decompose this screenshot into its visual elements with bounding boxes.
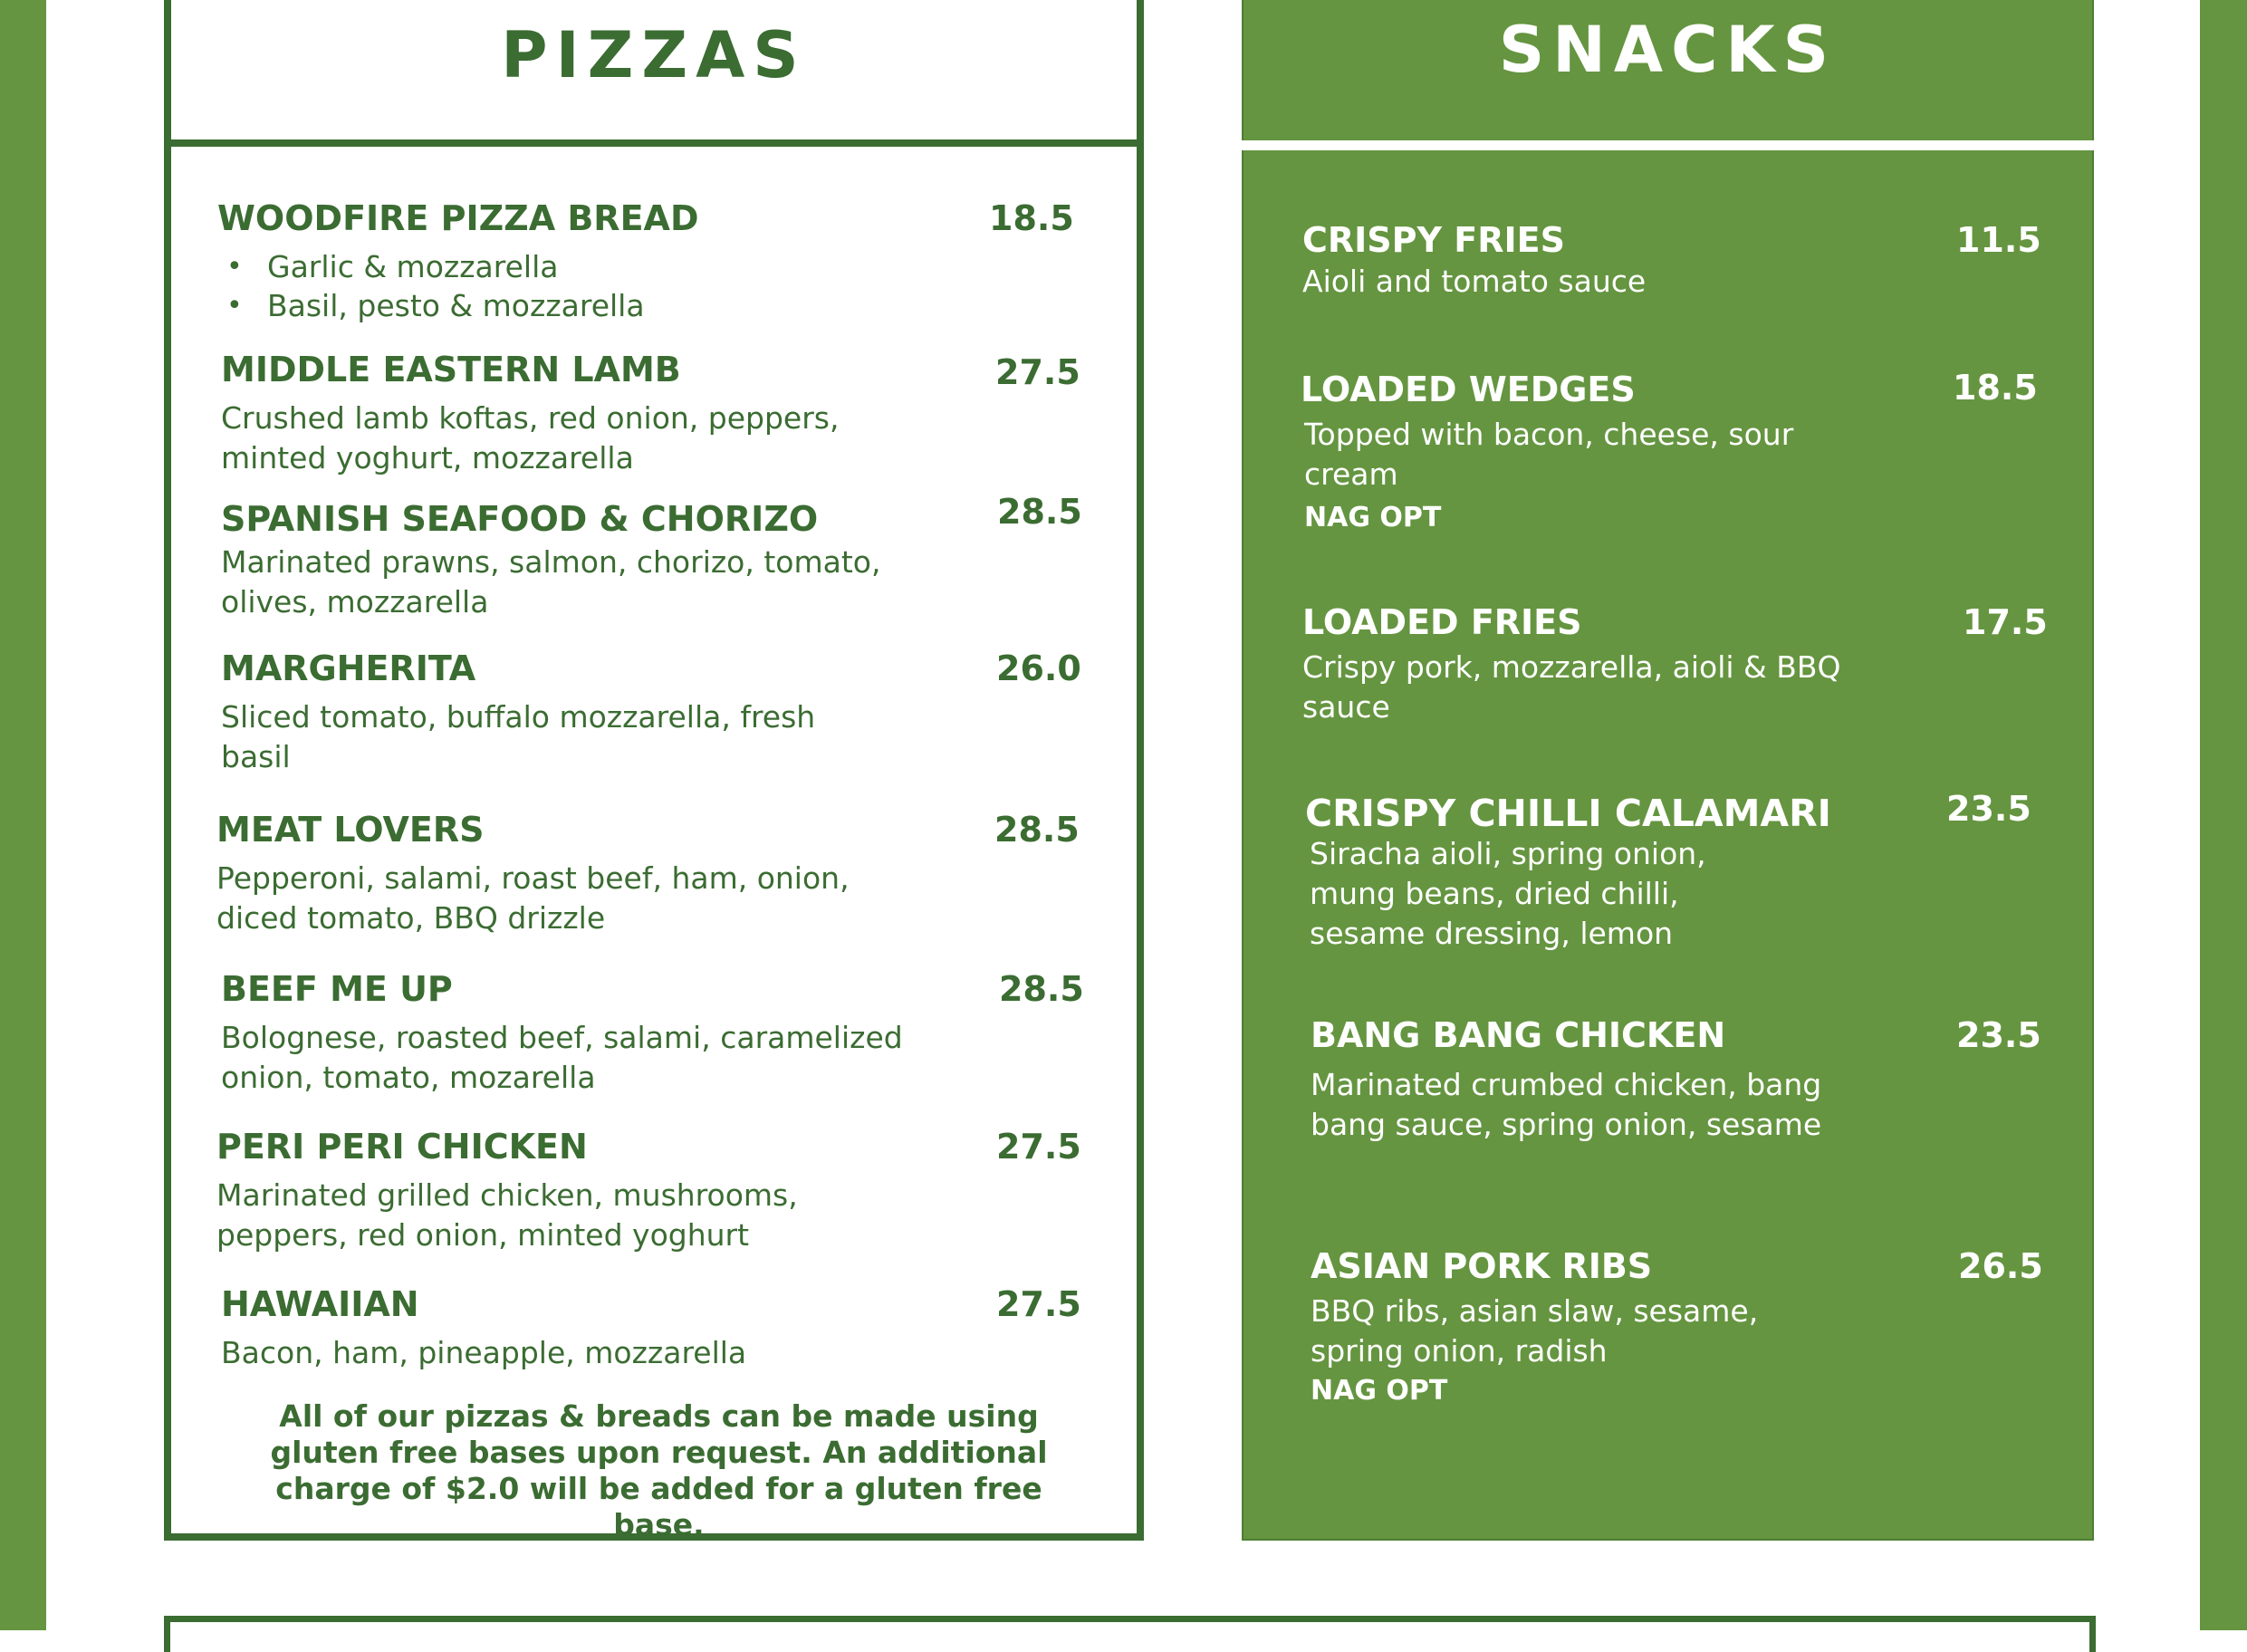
item-price: 18.5 xyxy=(989,198,1074,238)
item-price: 18.5 xyxy=(1953,368,2038,408)
item-price: 27.5 xyxy=(996,1284,1081,1324)
item-price: 23.5 xyxy=(1946,789,2031,829)
item-name: LOADED WEDGES xyxy=(1301,370,1636,409)
item-name: CRISPY CHILLI CALAMARI xyxy=(1305,792,1831,835)
item-name: BANG BANG CHICKEN xyxy=(1311,1015,1726,1055)
item-name: ASIAN PORK RIBS xyxy=(1311,1246,1653,1286)
item-price: 26.0 xyxy=(996,648,1081,688)
item-description: Pepperoni, salami, roast beef, ham, onion, diced tomato, BBQ drizzle xyxy=(216,860,850,936)
pizzas-title: PIZZAS xyxy=(501,18,807,92)
item-description: Aioli and tomato sauce xyxy=(1302,264,1647,299)
nag-option-tag: NAG OPT xyxy=(1311,1375,1448,1407)
item-price: 26.5 xyxy=(1958,1246,2043,1286)
list-item: • Basil, pesto & mozzarella xyxy=(217,286,645,325)
item-name: BEEF ME UP xyxy=(221,969,453,1009)
gluten-free-note: All of our pizzas & breads can be made using gluten free bases upon request. An additional charge of $2.0 will be added for a gluten free base. xyxy=(270,1398,1048,1542)
nag-option-tag: NAG OPT xyxy=(1304,502,1442,533)
option-list xyxy=(217,247,645,325)
item-description: Bolognese, roasted beef, salami, caramelized onion, tomato, mozarella xyxy=(221,1020,903,1095)
item-description: Bacon, ham, pineapple, mozzarella xyxy=(221,1335,747,1370)
item-description: Marinated grilled chicken, mushrooms, peppers, red onion, minted yoghurt xyxy=(216,1177,798,1253)
pizzas-header xyxy=(171,0,1137,147)
item-price: 17.5 xyxy=(1963,602,2048,642)
left-border-stripe xyxy=(0,0,46,1630)
item-name: SPANISH SEAFOOD & CHORIZO xyxy=(221,499,819,539)
item-price: 27.5 xyxy=(995,352,1080,392)
item-price: 27.5 xyxy=(996,1127,1081,1167)
item-name: WOODFIRE PIZZA BREAD xyxy=(217,198,699,238)
next-section-frame xyxy=(164,1616,2096,1652)
item-description: Sliced tomato, buffalo mozzarella, fresh basil xyxy=(221,699,816,774)
item-name: PERI PERI CHICKEN xyxy=(216,1127,588,1167)
item-price: 11.5 xyxy=(1956,220,2041,260)
item-description: Marinated prawns, salmon, chorizo, tomato, olives, mozzarella xyxy=(221,544,881,620)
item-name: MEAT LOVERS xyxy=(216,810,485,850)
item-name: MIDDLE EASTERN LAMB xyxy=(221,350,681,389)
item-name: LOADED FRIES xyxy=(1302,602,1582,642)
list-item: • Garlic & mozzarella xyxy=(217,247,645,286)
item-name: MARGHERITA xyxy=(221,648,476,688)
snacks-header-divider xyxy=(1242,140,2094,150)
item-description: Crispy pork, mozzarella, aioli & BBQ sauce xyxy=(1302,649,1841,725)
item-description: Crushed lamb koftas, red onion, peppers, minted yoghurt, mozzarella xyxy=(221,400,840,475)
item-description: Siracha aioli, spring onion, mung beans, dried chilli, sesame dressing, lemon xyxy=(1310,836,1706,951)
item-name: CRISPY FRIES xyxy=(1302,220,1565,260)
item-description: Topped with bacon, cheese, sour cream xyxy=(1304,417,1794,492)
right-border-stripe xyxy=(2200,0,2247,1630)
item-price: 23.5 xyxy=(1956,1015,2041,1055)
item-price: 28.5 xyxy=(994,810,1080,850)
item-price: 28.5 xyxy=(999,969,1084,1009)
snacks-title: SNACKS xyxy=(1498,13,1838,87)
item-price: 28.5 xyxy=(997,492,1082,532)
item-name: HAWAIIAN xyxy=(221,1284,419,1324)
item-description: BBQ ribs, asian slaw, sesame, spring onion, radish xyxy=(1311,1293,1759,1369)
item-description: Marinated crumbed chicken, bang bang sauce, spring onion, sesame xyxy=(1311,1067,1822,1142)
